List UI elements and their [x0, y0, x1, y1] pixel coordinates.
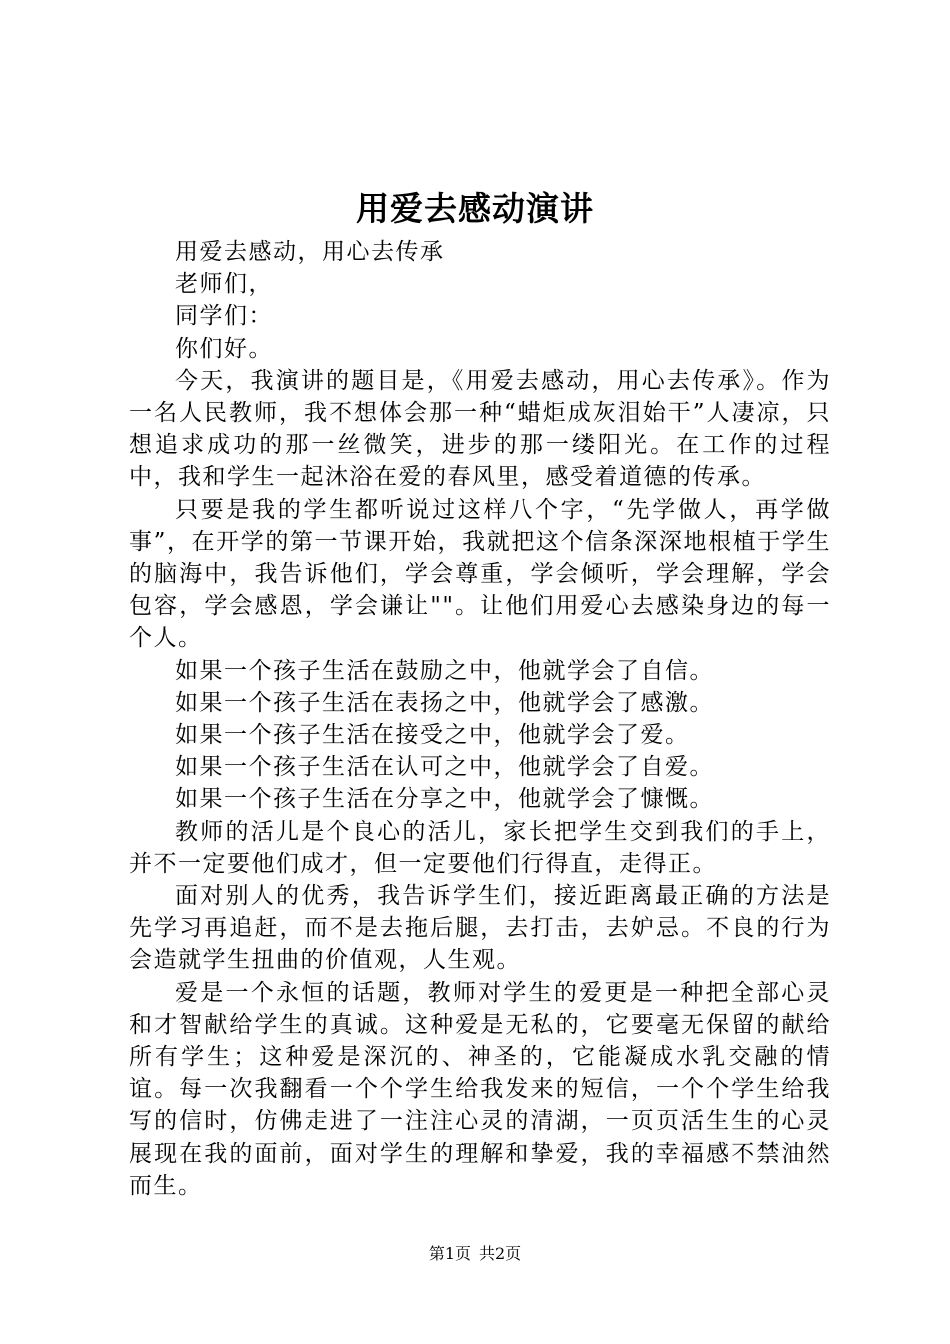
body-paragraph: 如果一个孩子生活在分享之中，他就学会了慷慨。 [175, 786, 714, 813]
body-paragraph: 如果一个孩子生活在鼓励之中，他就学会了自信。 [175, 657, 714, 684]
body-paragraph: 只要是我的学生都听说过这样八个字，“先学做人，再学做事”，在开学的第一节课开始，我就把这个信条深深地根植于学生的脑海中，我告诉他们，学会尊重，学会倾听，学会理解，学会包容，学会感恩，学会谦让""。让他们用爱心去感染身边的每一个人。 [129, 496, 831, 652]
subtitle-paragraph: 用爱去感动，用心去传承 [175, 239, 445, 265]
body-paragraph: 如果一个孩子生活在表扬之中，他就学会了感激。 [175, 689, 714, 716]
greeting-students: 同学们： [175, 303, 273, 330]
document-body [129, 236, 831, 1202]
body-paragraph: 如果一个孩子生活在认可之中，他就学会了自爱。 [175, 754, 714, 781]
greeting-teachers: 老师们， [175, 271, 273, 298]
page-number-current: 第1页 [428, 1244, 471, 1263]
body-paragraph: 今天，我演讲的题目是，《用爱去感动，用心去传承》。作为一名人民教师，我不想体会那一种“蜡炬成灰泪始干”人凄凉，只想追求成功的那一丝微笑，进步的那一缕阳光。在工作的过程中，我和学生一起沐浴在爱的春风里，感受着道德的传承。 [129, 367, 831, 491]
body-paragraph: 如果一个孩子生活在接受之中，他就学会了爱。 [175, 722, 690, 749]
document-title: 用爱去感动演讲 [356, 189, 594, 228]
body-paragraph: 爱是一个永恒的话题，教师对学生的爱更是一种把全部心灵和才智献给学生的真诚。这种爱是无私的，它要毫无保留的献给所有学生；这种爱是深沉的、神圣的，它能凝成水乳交融的情谊。每一次我翻看一个个学生给我发来的短信，一个个学生给我写的信时，仿佛走进了一注注心灵的清湖，一页页活生生的心灵展现在我的面前，面对学生的理解和挚爱，我的幸福感不禁油然而生。 [129, 979, 831, 1199]
page-footer [0, 1243, 950, 1265]
greeting-hello: 你们好。 [175, 335, 273, 362]
page-number-total: 共2页 [479, 1244, 522, 1263]
body-paragraph: 教师的活儿是个良心的活儿，家长把学生交到我们的手上，并不一定要他们成才，但一定要他们行得直，走得正。 [129, 818, 831, 877]
body-paragraph: 面对别人的优秀，我告诉学生们，接近距离最正确的方法是先学习再追赶，而不是去拖后腿，去打击，去妒忌。不良的行为会造就学生扭曲的价值观，人生观。 [129, 883, 831, 974]
